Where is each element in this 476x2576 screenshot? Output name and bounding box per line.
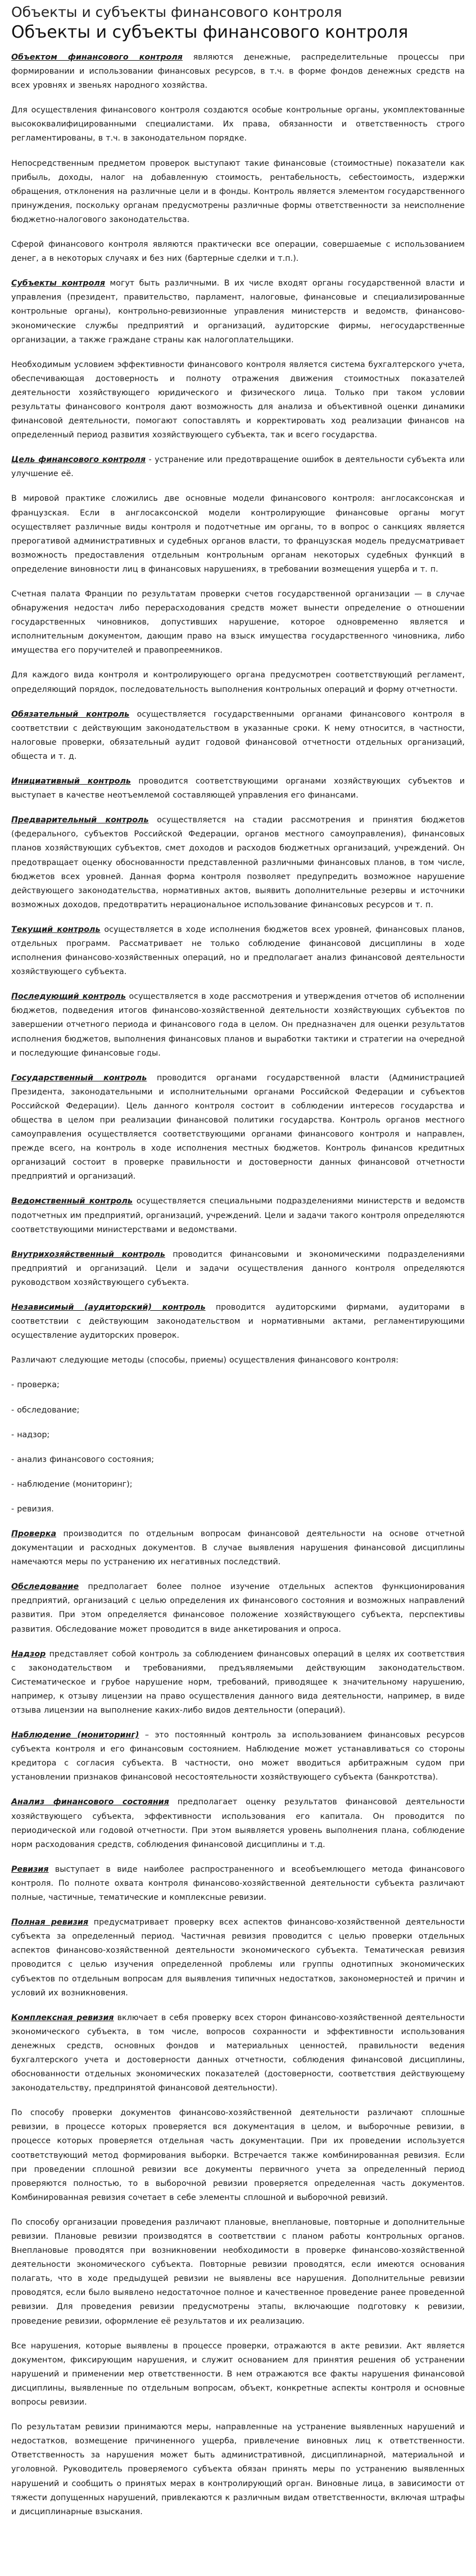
paragraph-text: Сферой финансового контроля являются практически все операции, совершаемые с использованием денег, а в некоторых случаях и без них (бартерные сделки и т.п.). [11,240,465,264]
paragraph [11,990,465,1060]
paragraph-text: - надзор; [11,1430,50,1439]
paragraph [11,358,465,443]
defined-term: Цель финансового контроля [11,455,146,465]
defined-term: Государственный контроль [11,1073,147,1083]
paragraph [11,2106,465,2205]
paragraph-text: осуществляется в ходе исполнения бюджетов всех уровней, финансовых планов, отдельных программ. Рассматривает не только соблюдение финансовой дисциплины в ходе исполнения финансово-хозяйственных операций, но и предполагает анализ финансовой деятельности хозяйствующего субъекта. [11,925,465,977]
defined-term: Субъекты контроля [11,279,106,288]
paragraph-text: По способу проверки документов финансово-хозяйственной деятельности различают сплошные ревизии, в процессе которых проверяется вся документация в целом, и выборочные ревизии, в процессе которых проверяется отдельная часть документации. При их проведении используется соответствующий метод формирования выборки. Встречается также комбинированная ревизия. Если при проведении сплошной ревизии все документы первичного учета за определенный период проверяются полностью, то в выборочной ревизии проверяется определенная часть документов. Комбинированная ревизия сочетает в себе элементы сплошной и выборочной ревизий. [11,2108,465,2202]
list-item [11,1404,465,1418]
paragraph-text: - анализ финансового состояния; [11,1455,155,1464]
list-item [11,1502,465,1516]
paragraph [11,1916,465,2000]
paragraph [11,1863,465,1905]
paragraph-text: осуществляется специальными подразделениями министерств и ведомств подотчетных им предприятий, организаций, учреждений. Цели и задачи такого контроля определяются соответствующими министерствами и ведомствами. [11,1197,465,1234]
document-title: Объекты и субъекты финансового контроля [11,22,409,42]
paragraph-text: В мировой практике сложились две основные модели финансового контроля: англосаксонская и французская. Если в англосаксонской модели контролирующие финансовые органы могут осуществляет различные виды контроля и подотчетные им органы, то в вопрос о санкциях является прерогативой административных и судебных органов власти, то французская модель предусматривает возможность предоставления отдельным контрольным органам некоторых судебных функций в определение виновности лиц в финансовых нарушениях, в требовании возмещения ущерба и т. п. [11,494,465,574]
paragraph-text: проводится аудиторскими фирмами, аудиторами в соответствии с действующим законодательством и нормативными актами, регламентирующими осуществление аудиторских проверок. [11,1303,465,1341]
paragraph-text: - устранение или предотвращение ошибок в деятельности субъекта или улучшение её. [11,455,465,479]
defined-term: Ревизия [11,1864,49,1874]
defined-term: Последующий контроль [11,992,126,1002]
paragraph-text: - ревизия. [11,1504,54,1514]
paragraph-text: Для осуществления финансового контроля создаются особые контрольные органы, укомплектованные высококвалифицированными специалистами. Их права, обязанности и ответственность строго регламентированы, в т.ч. в законодательном порядке. [11,106,465,143]
paragraph-text: По результатам ревизии принимаются меры, направленные на устранение выявленных нарушений и недостатков, возмещение причиненного ущерба, привлечение виновных лиц к ответственности. Ответственность за нарушения может быть административной, дисциплинарной, материальной и уголовной. Руководитель проверяемого субъекта обязан принять меры по устранению выявленных нарушений и сообщить о принятых мерах в контролирующий орган. Виновные лица, в зависимости от тяжести допущенных нарушений, привлекаются к различным видам ответственности, включая штрафы и дисциплинарные взыскания. [11,2423,465,2516]
paragraph-text: По способу организации проведения различают плановые, внеплановые, повторные и дополнительные ревизии. Плановые ревизии производятся в соответствии с планом работы контрольных органов. Внеплановые проводятся при возникновении необходимости в проверке финансово-хозяйственной деятельности экономического субъекта. Повторные ревизии проводятся, если имеются основания полагать, что в ходе предыдущей ревизии не выявлены все нарушения. Дополнительные ревизии проводятся, если было выявлено недостаточное полное и качественное проведение ранее проведенной ревизии. Для проведения ревизии предусмотрены этапы, включающие подготовку к ревизии, проведение ревизии, оформление её результатов и их реализацию. [11,2217,465,2326]
paragraph [11,103,465,146]
paragraph [11,1071,465,1184]
paragraph-text: осуществляется государственными органами финансового контроля в соответствии с действующим законодательством в указанные сроки. К нему относится, в частности, налоговые проверки, обязательный аудит годовой финансовой отчетности отдельных организаций, общеста и т. д. [11,709,465,761]
defined-term: Комплексная ревизия [11,2013,114,2022]
paragraph [11,587,465,658]
paragraph [11,277,465,347]
defined-term: Текущий контроль [11,925,101,934]
paragraph [11,708,465,764]
paragraph [11,51,465,93]
paragraph-text: проводится органами государственной власти (Администрацией Президента, законодательными и исполнительными органами Российской Федерации и субъектов Российской Федерации). Цель данного контроля состоит в соблюдении интересов государства и общества в целом при реализации финансовой политики государства. Контроль органов местного самоуправления осуществляется соответствующими органами финансового контроля и направлен, прежде всего, на контроль в ходе исполнения местных бюджетов. Контроль финансов кредитных организаций состоит в проверке правильности и достоверности данных финансовой отчетности предприятий и организаций. [11,1073,465,1181]
paragraph-text: представляет собой контроль за соблюдением финансовых операций в целях их соответствия с законодательством и требованиями, предъявляемыми действующим законодательством. Систематическое и грубое нарушение норм, требований, приводящее к значительному нарушению, например, к отзыву лицензии на право осуществления данного вида деятельности, например, в виде отзыва лицензии на выполнение каких-либо видов деятельности (операций). [11,1649,465,1715]
paragraph-text: предусматривает проверку всех аспектов финансово-хозяйственной деятельности субъекта за определенный период. Частичная ревизия проводится с целью проверки отдельных аспектов финансово-хозяйственной деятельности экономического субъекта. Тематическая ревизия проводится с целью изучения определенной проблемы или группы однотипных экономических субъектов по отдельным вопросам для выявления типичных недостатков, закономерностей и причин и условий их возникновения. [11,1918,465,1998]
paragraph [11,2216,465,2329]
paragraph [11,2420,465,2519]
paragraph [11,1301,465,1343]
page-title: Объекты и субъекты финансового контроля [11,4,342,20]
paragraph [11,2339,465,2410]
paragraph-text: проводится финансовыми и экономическими подразделениями предприятий и организаций. Цели и задачи осуществления данного контроля определяются руководством хозяйствующего субъекта. [11,1249,465,1287]
paragraph-text: выступает в виде наиболее распространенного и всеобъемлющего метода финансового контроля. По полноте охвата контроля финансово-хозяйственной деятельности субъекта различают полные, частичные, тематические и комплексные ревизии. [11,1864,465,1903]
paragraph [11,2011,465,2096]
paragraph-text: - проверка; [11,1380,60,1390]
paragraph [11,1647,465,1718]
paragraph [11,238,465,266]
paragraph-text: - наблюдение (мониторинг); [11,1479,133,1489]
paragraph-text: могут быть различными. В их числе входят органы государственной власти и управления (президент, правительство, парламент, налоговые, финансовые и специализированные контрольные органы), контрольно-ревизионные управления министерств и ведомств, финансово-экономические службы предприятий и организаций, аудиторские фирмы, негосударственные организации, а также граждане страны как налогоплательщики. [11,279,465,345]
paragraph-text: осуществляется в ходе рассмотрения и утверждения отчетов об исполнении бюджетов, подведения итогов финансово-хозяйственной деятельности хозяйствующих субъектов по завершении отчетного периода и финансового года в целом. Он предназначен для оценки результатов исполнения бюджетов, выполнения финансовых планов и выработки тактики и стратегии на очередной и последующие финансовые годы. [11,992,465,1058]
list-item [11,1478,465,1492]
paragraph [11,775,465,803]
paragraph [11,492,465,577]
paragraph-text: - обследование; [11,1405,80,1415]
paragraph-text: являются денежные, распределительные процессы при формировании и использовании финансовых ресурсов, в т.ч. в форме фондов денежных средств на всех уровнях и звеньях народного хозяйства. [11,53,465,90]
paragraph [11,813,465,912]
paragraph [11,157,465,227]
paragraph [11,1248,465,1290]
paragraph [11,1728,465,1785]
defined-term: Наблюдение (мониторинг) [11,1731,139,1740]
defined-term: Предварительный контроль [11,816,149,825]
paragraph-text: Различают следующие методы (способы, приемы) осуществления финансового контроля: [11,1356,399,1365]
paragraph [11,1527,465,1569]
paragraph-text: Непосредственным предметом проверок выступают такие финансовые (стоимостные) показатели как прибыль, доходы, налог на добавленную стоимость, рентабельность, себестоимость, издержки обращения, отклонения на различные цели и в фонды. Контроль является элементом государственного принуждения, поскольку органам предусмотрены различные формы ответственности за неисполнение бюджетно-налогового законодательства. [11,159,465,224]
document-body [11,51,465,2519]
list-item [11,1353,465,1368]
list-item [11,1453,465,1467]
paragraph-text: Счетная палата Франции по результатам проверки счетов государственной организации — в случае обнаружения недостач либо перерасходования средств может вынести определение о отношении государственных чиновников, допустивших нарушение, которое одновременно является и исполнительным документом, дающим право на взыск имущества государственного чиновника, либо имущества его поручителей и правопреемников. [11,590,465,655]
defined-term: Внутрихозяйственный контроль [11,1249,165,1259]
paragraph-text: включает в себя проверку всех сторон финансово-хозяйственной деятельности экономического субъекта, в том числе, вопросов сохранности и эффективности использования денежных средств, основных фондов и материальных ценностей, правильности ведения бухгалтерского учета и достоверности данных отчетности, соблюдения финансовой дисциплины, обоснованности отдельных экономических показателей (достоверности, соответствия действующему законодательству, предпринятой финансовой деятельности). [11,2013,465,2093]
defined-term: Инициативный контроль [11,777,131,786]
defined-term: Анализ финансового состояния [11,1798,169,1807]
list-item [11,1378,465,1392]
paragraph [11,1194,465,1237]
paragraph-text: предполагает оценку результатов финансовой деятельности хозяйствующего субъекта, эффективности использования его капитала. Он проводится по периодической или годовой отчетности. При этом выявляется уровень выполнения плана, соблюдение норм расходования средств, соблюдения финансовой дисциплины и т.д. [11,1798,465,1849]
defined-term: Полная ревизия [11,1918,89,1927]
paragraph [11,923,465,979]
defined-term: Независимый (аудиторский) контроль [11,1303,206,1312]
defined-term: Обязательный контроль [11,709,130,719]
defined-term: Обследование [11,1582,79,1592]
defined-term: Объектом финансового контроля [11,53,183,62]
paragraph-text: Все нарушения, которые выявлены в процессе проверки, отражаются в акте ревизии. Акт является документом, фиксирующим нарушения, и служит основанием для принятия решения об устранении нарушений и применении мер ответственности. В нем отражаются все факты нарушения финансовой дисциплины, выявленные по отдельным вопросам, объект, конкретные аспекты контроля и основные вопросы ревизии. [11,2341,465,2407]
defined-term: Ведомственный контроль [11,1197,133,1206]
paragraph-text: Необходимым условием эффективности финансового контроля является система бухгалтерского учета, обеспечивающая достоверность и полноту отражения движения стоимостных показателей деятельности хозяйствующего юридического и физического лица. Только при таком условии результаты финансового контроля дают возможность для анализа и объективной оценки динамики финансовой деятельности, помогают сопоставлять и корректировать ход реализации финансов на определенный период развития хозяйствующего субъекта, так и всего государства. [11,360,465,440]
paragraph [11,668,465,696]
paragraph-text: производится по отдельным вопросам финансовой деятельности на основе отчетной документации и расходных документов. В случае выявления нарушения финансовой дисциплины намечаются меры по устранению их негативных последствий. [11,1529,465,1567]
paragraph-text: Для каждого вида контроля и контролирующего органа предусмотрен соответствующий регламент, определяющий порядок, последовательность выполнения контрольных операций и форму отчетности. [11,671,465,694]
paragraph-text: предполагает более полное изучение отдельных аспектов функционирования предприятий, организаций с целью определения их финансового состояния и возможных направлений развития. При этом определяется финансовое положение хозяйствующего субъекта, перспективы развития. Обследование может проводится в виде анкетирования и опроса. [11,1582,465,1634]
paragraph-text: осуществляется на стадии рассмотрения и принятия бюджетов (федерального, субъектов Российской Федерации, органов местного самоуправления), финансовых планов хозяйствующих субъектов, смет доходов и расходов бюджетных организаций, учреждений. Он предотвращает оценку обоснованности представленной различными финансовых планов, в том числе, бюджетов всех уровней. Данная форма контроля позволяет предупредить возможное нарушение действующего законодательства, нормативных актов, выявить дополнительные резервы и источники возможных доходов, предотвратить нерациональное использование финансовых ресурсов и т. п. [11,816,465,909]
paragraph [11,1580,465,1636]
list-item [11,1428,465,1442]
paragraph [11,453,465,481]
defined-term: Надзор [11,1649,46,1659]
paragraph-text: проводится соответствующими органами хозяйствующих субъектов и выступает в качестве неотъемлемой составляющей управления его финансами. [11,777,465,800]
paragraph-text: – это постоянный контроль за использованием финансовых ресурсов субъекта контроля и его финансовым состоянием. Наблюдение может устанавливаться со стороны кредитора с согласия субъекта. В частности, оно может вводиться арбитражным судом при установлении признаков финансовой несостоятельности хозяйствующего субъекта (банкротства). [11,1731,465,1782]
defined-term: Проверка [11,1529,57,1538]
paragraph [11,1795,465,1851]
